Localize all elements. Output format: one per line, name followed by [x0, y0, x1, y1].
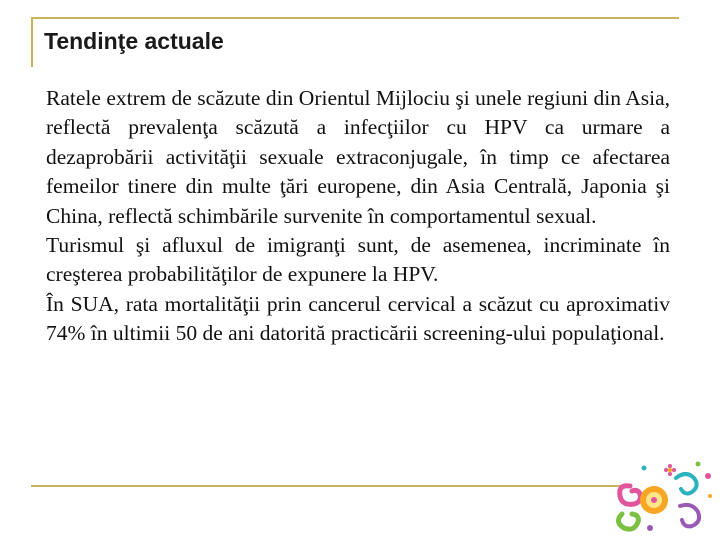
title-top-rule — [31, 17, 679, 19]
paragraph-1: Ratele extrem de scăzute din Orientul Mijlociu şi unele regiuni din Asia, reflectă prevalenţa scăzută a infecţiilor cu HPV ca urmare a dezaprobării activităţii sexuale extraconjugale, în timp ce afectarea femeilor tinere din multe ţări europene, din Asia Centrală, Japonia şi China, reflectă schimbările survenite în comportamentul sexual. — [46, 86, 670, 228]
slide-body — [46, 84, 670, 349]
paragraph-3: În SUA, rata mortalităţii prin cancerul cervical a scăzut cu aproximativ 74% în ultimii 50 de ani datorită practicării screening-ului populaţional. — [46, 291, 670, 346]
title-left-rule — [31, 17, 33, 67]
paragraph-2: Turismul şi afluxul de imigranţi sunt, de asemenea, incriminate în creşterea probabilităţilor de expunere la HPV. — [46, 233, 670, 287]
decorative-swirl-logo-icon — [610, 456, 718, 540]
bottom-rule — [31, 485, 631, 487]
slide-title: Tendinţe actuale — [44, 28, 224, 54]
